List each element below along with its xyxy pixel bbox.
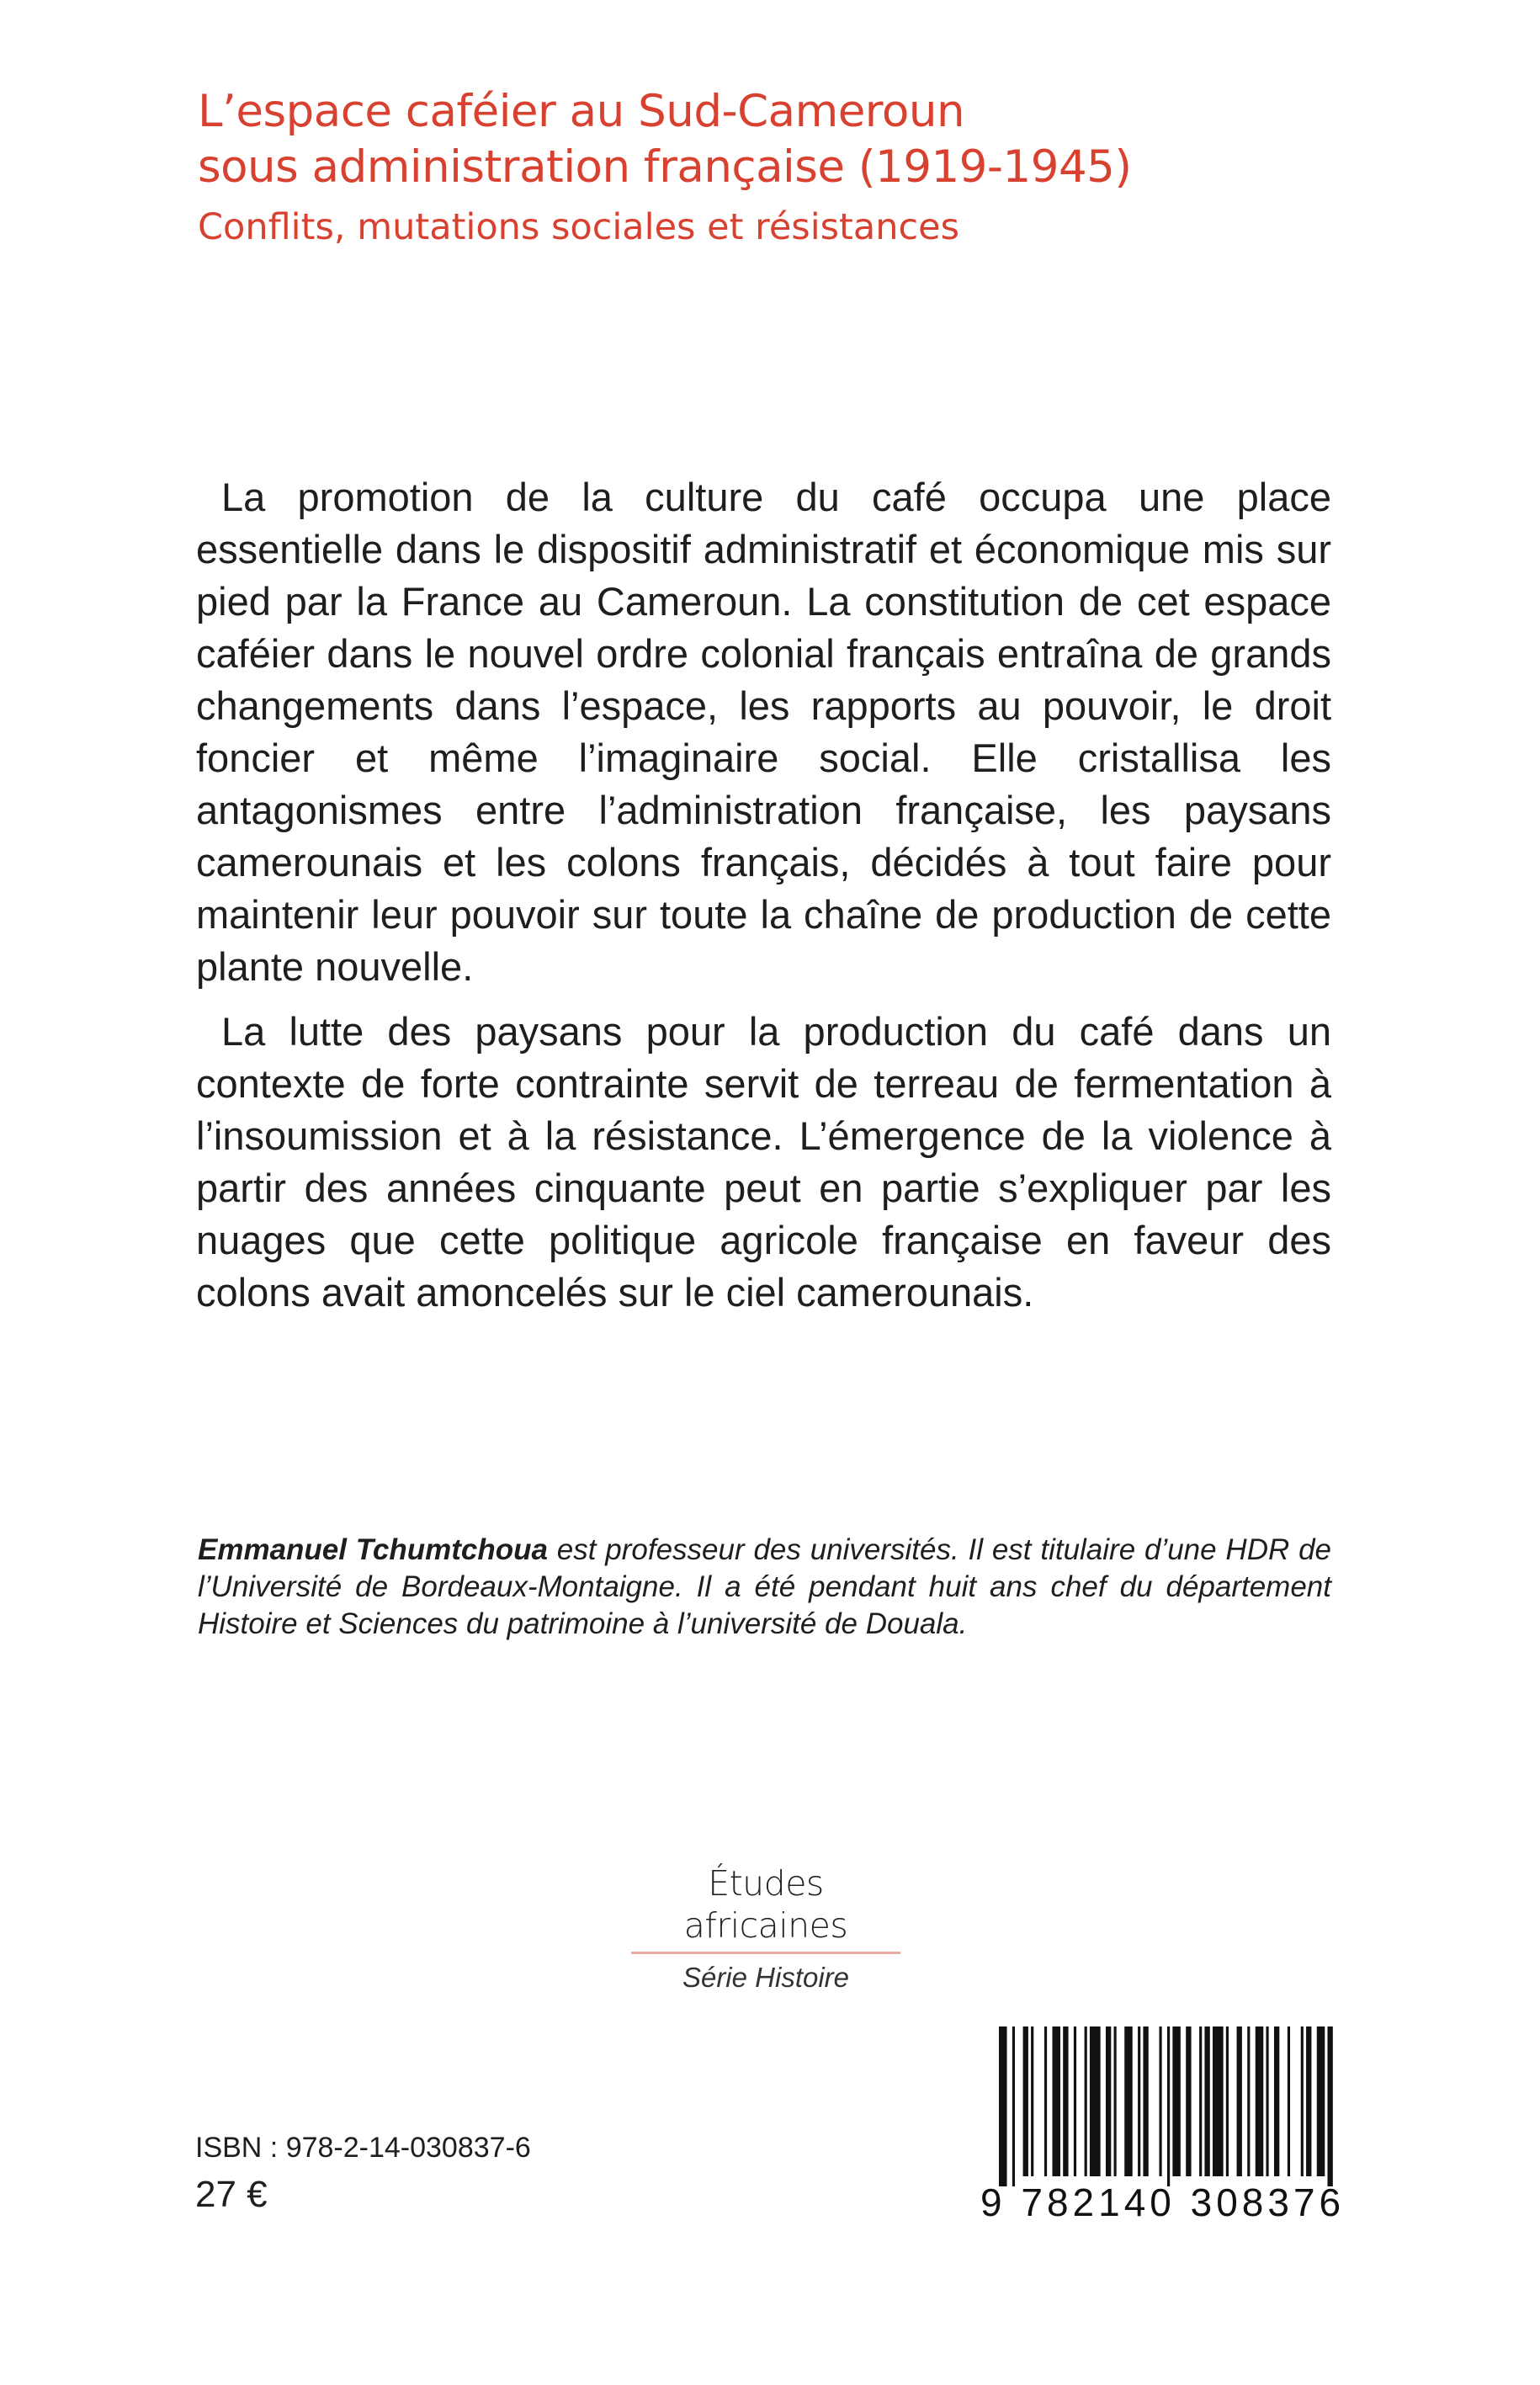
barcode-bar [1143, 2026, 1148, 2176]
barcode-bar [1167, 2026, 1170, 2186]
barcode-digits: 9 782140 308376 [980, 2180, 1346, 2224]
book-title-line-1: L’espace caféier au Sud-Cameroun [198, 86, 965, 137]
barcode-bar [1114, 2026, 1117, 2176]
barcode-bar [1138, 2026, 1140, 2176]
barcode-bar [1226, 2026, 1229, 2176]
blurb-paragraph-2: La lutte des paysans pour la production du café dans un contexte de forte contrainte servit de terreau de fermentation à l’insoumission et à la résistance. L’émergence de la violence à partir des années cinquante peut en partie s’expliquer par les nuages que cette politique agricole française en faveur des colons avait amoncelés sur le ciel camerounais. [196, 1009, 1331, 1315]
barcode-bars [980, 2020, 1359, 2188]
barcode-bar [1124, 2026, 1133, 2176]
title-block [198, 84, 1376, 251]
series-subtitle: Série Histoire [682, 1962, 850, 1993]
author-bio-text: est professeur des universités. Il est titulaire d’une HDR de l’Université de Bordeaux-Montaigne. Il a été pendant huit ans chef du département Histoire et Sciences du patrimoine à l’université de Douala. [198, 1533, 1332, 1640]
barcode-bar [1247, 2026, 1250, 2176]
barcode-bar [1237, 2026, 1242, 2176]
barcode-bar [1085, 2026, 1087, 2176]
blurb-paragraph-1: La promotion de la culture du café occupa une place essentielle dans le dispositif administratif et économique mis sur pied par la France au Cameroun. La constitution de cet espace caféier dans le nouvel ordre colonial français entraîna de grands changements dans l’espace, les rapports au pouvoir, le droit foncier et même l’imaginaire social. Elle cristallisa les antagonismes entre l’administration française, les paysans camerounais et les colons français, décidés à tout faire pour maintenir leur pouvoir sur toute la chaîne de production de cette plante nouvelle. [196, 475, 1331, 989]
barcode-bar [1106, 2026, 1111, 2176]
book-subtitle: Conflits, mutations sociales et résistances [198, 206, 960, 248]
barcode-bar [1301, 2026, 1304, 2176]
barcode-bar [999, 2026, 1007, 2186]
barcode-bar [1159, 2026, 1161, 2176]
barcode-bar [1266, 2026, 1268, 2176]
barcode-bar [1052, 2026, 1060, 2176]
barcode-bar [1204, 2026, 1209, 2176]
barcode-bar [1317, 2026, 1325, 2176]
barcode-bar [1044, 2026, 1047, 2176]
barcode-bar [1213, 2026, 1224, 2176]
series-title: Études africaines [683, 1863, 848, 1946]
barcode-bar [1256, 2026, 1264, 2176]
barcode-bar [1288, 2026, 1290, 2176]
series-divider [631, 1952, 900, 1954]
barcode-bar [1327, 2026, 1332, 2186]
barcode-bar [1012, 2026, 1015, 2186]
barcode-bar [1063, 2026, 1068, 2176]
barcode-bar [1172, 2026, 1181, 2176]
author-name: Emmanuel Tchumtchoua [198, 1533, 548, 1566]
book-title-line-2: sous administration française (1919-1945) [198, 141, 1132, 193]
isbn: ISBN : 978-2-14-030837-6 [195, 2132, 531, 2164]
barcode-bar [1074, 2026, 1076, 2176]
barcode-bar [1306, 2026, 1311, 2176]
barcode-bar [1274, 2026, 1279, 2176]
author-bio [198, 1532, 1331, 1643]
barcode [980, 2020, 1359, 2226]
price: 27 € [195, 2174, 268, 2215]
barcode-bar [1023, 2026, 1028, 2176]
barcode-bar [1031, 2026, 1033, 2176]
barcode-bar [1186, 2026, 1191, 2176]
barcode-bar [1090, 2026, 1101, 2176]
series-logo [623, 1862, 909, 1996]
barcode-bar [1199, 2026, 1202, 2176]
